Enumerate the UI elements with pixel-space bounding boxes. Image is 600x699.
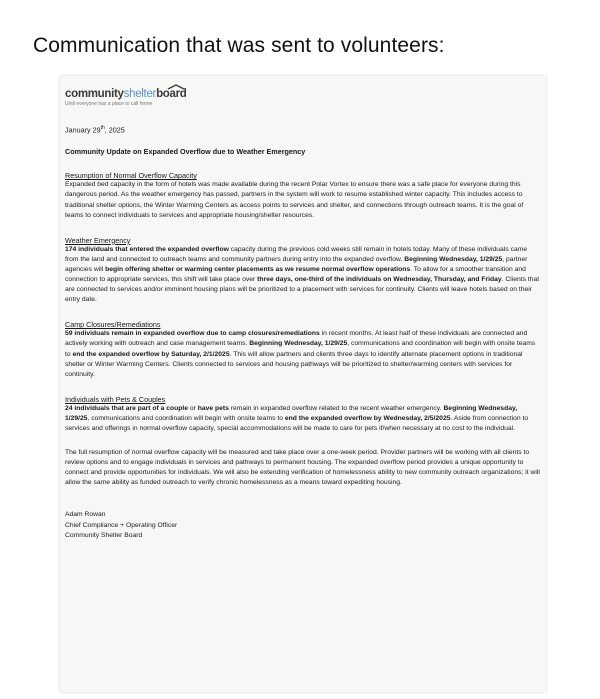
section-body-camp: 59 individuals remain in expanded overflow due to camp closures/remediations in recent months. At least half of these individuals are connected and actively working with outreach and case management teams. Beginning Wednesday, 1/29/25, communications and coordination will begin with onsite teams to end the expanded overflow by Saturday, 2/1/2025. This will allow partners and clients three days to identify alternate placement options in traditional shelter or Winter Warming Centers. Clients connected to services and housing pathways will be prioritized to shelter/warming centers with services for continuity. xyxy=(65,330,536,378)
letter-title: Community Update on Expanded Overflow due to Weather Emergency xyxy=(65,147,306,157)
section-body-weather: 174 individuals that entered the expanded overflow capacity during the previous cold weeks still remain in hotels today. Many of these individuals came from the land and connected to outreach teams and community partners during entry into the expanded overflow. Beginning Wednesday, 1/29/25, partner agencies will begin offering shelter or warming center placements as we resume normal overflow operations. To allow for a smoother transition and connection to appropriate services, this shift will take place over three days, one-third of the individuals on Wednesday, Thursday, and Friday. Clients that are connected to services and/or imminent housing plans will be prioritized to a placement with services for continuity. Clients will leave hotels based on their entry date. xyxy=(65,245,540,304)
section-heading-resumption: Resumption of Normal Overflow Capacity xyxy=(65,171,197,181)
closing-paragraph: The full resumption of normal overflow capacity will be measured and take place over a one-week period. Provider partners will be working with all clients to review options and to engage individuals in services and pathways to permanent housing. The expanded overflow period provides a unique opportunity to connect and provide opportunities for individuals. We will also be extending verification of homelessness ability to new community outreach organizations; it will allow the same ability as funded outreach to verify chronic homelessness as a means toward expediting housing. xyxy=(65,449,540,487)
section-body-resumption: Expanded bed capacity in the form of hotels was made available during the recent Polar Vortex to ensure there was a safe place for everyone during this dangerous period. As the weather emergency has passed, partners in the system will work to resume established winter capacity. This includes access to traditional shelter options, the Winter Warming Centers as access points to services and shelter, and connections through outreach teams. It is the goal of teams to connect individuals to services and appropriate housing/shelter resources. xyxy=(65,181,524,219)
logo-part-shelter: shelter xyxy=(123,88,157,100)
page-heading: Communication that was sent to volunteers: xyxy=(33,34,445,57)
signature-org: Community Shelter Board xyxy=(65,531,143,539)
logo-part-community: community xyxy=(65,88,124,100)
letter-document xyxy=(60,76,546,692)
section-heading-weather: Weather Emergency xyxy=(65,235,131,245)
csb-logo xyxy=(65,88,542,100)
logo-part-board: board xyxy=(156,88,187,100)
roof-icon xyxy=(167,84,185,90)
section-heading-camp: Camp Closures/Remediations xyxy=(65,320,161,330)
signature-block xyxy=(65,510,542,540)
section-body-pets: 24 individuals that are part of a couple or have pets remain in expanded overflow related to the recent weather emergency. Beginning Wednesday, 1/29/25, communications and coordination will begin with onsite teams to end the expanded overflow by Wednesday, 2/5/2025. Aside from connection to services and offerings in normal overflow capacity, special accommodations will be made to care for pets if/when necessary at no cost to the individual. xyxy=(65,404,529,432)
signature-name: Adam Rowan xyxy=(65,511,106,519)
logo-tagline: Until everyone has a place to call home xyxy=(65,101,153,107)
letter-date: January 29th, 2025 xyxy=(65,125,125,135)
signature-role: Chief Compliance + Operating Officer xyxy=(65,521,178,529)
section-heading-pets: Individuals with Pets & Couples xyxy=(65,394,166,404)
